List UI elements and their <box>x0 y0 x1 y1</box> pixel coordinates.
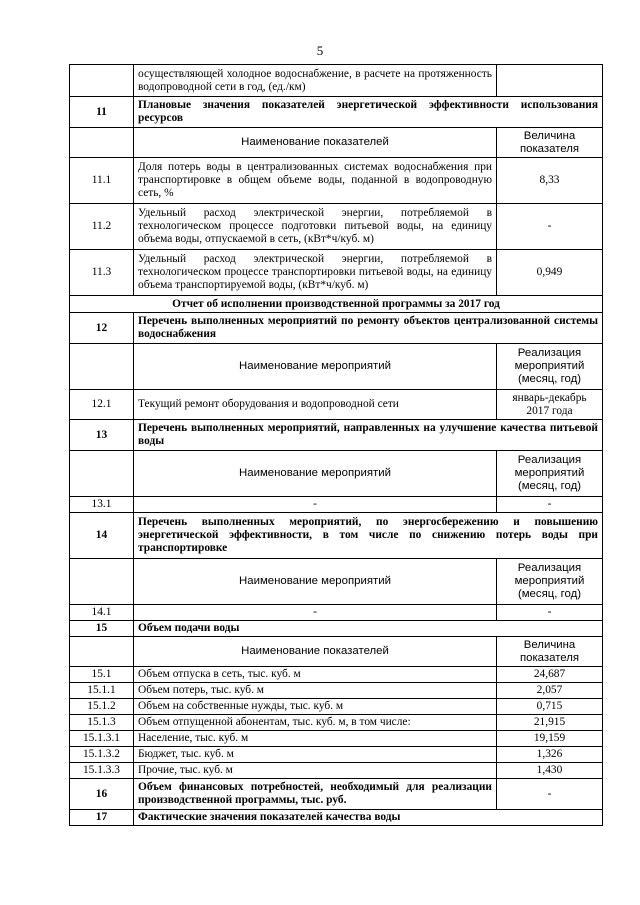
section-17-title: Фактические значения показателей качества воды <box>134 810 603 826</box>
section-12-header-name: Наименование мероприятий <box>134 344 497 390</box>
row-text: - <box>134 605 497 621</box>
table-row <box>70 763 603 779</box>
row-number: 15.1.3.2 <box>70 747 134 763</box>
report-title: Отчет об исполнении производственной программы за 2017 год <box>70 296 603 313</box>
section-12-header-value: Реализация мероприятий (месяц, год) <box>497 344 603 390</box>
row-value: - <box>497 497 603 513</box>
row-text: Бюджет, тыс. куб. м <box>134 747 497 763</box>
section-15-row <box>70 621 603 637</box>
row-number: 11.1 <box>70 158 134 204</box>
program-table-body <box>70 65 603 826</box>
continuation-value-cell <box>497 65 603 97</box>
section-14-header-value: Реализация мероприятий (месяц, год) <box>497 559 603 605</box>
section-13-number: 13 <box>70 420 134 451</box>
row-value: 2,057 <box>497 683 603 699</box>
section-13-header-value: Реализация мероприятий (месяц, год) <box>497 451 603 497</box>
section-13-header-num <box>70 451 134 497</box>
table-row <box>70 250 603 296</box>
continuation-row <box>70 65 603 97</box>
section-11-header-row <box>70 128 603 158</box>
table-row <box>70 715 603 731</box>
section-15-header-name: Наименование показателей <box>134 637 497 667</box>
section-12-row <box>70 313 603 344</box>
section-16-number: 16 <box>70 779 134 810</box>
row-number: 12.1 <box>70 390 134 420</box>
table-row <box>70 497 603 513</box>
section-12-header-num <box>70 344 134 390</box>
row-value: 0,715 <box>497 699 603 715</box>
row-text: Объем потерь, тыс. куб. м <box>134 683 497 699</box>
row-number: 15.1.3.1 <box>70 731 134 747</box>
row-value: 8,33 <box>497 158 603 204</box>
section-17-number: 17 <box>70 810 134 826</box>
program-table <box>69 64 603 826</box>
table-row <box>70 605 603 621</box>
section-11-header-num <box>70 128 134 158</box>
section-16-row <box>70 779 603 810</box>
row-text: Объем на собственные нужды, тыс. куб. м <box>134 699 497 715</box>
row-value: 1,430 <box>497 763 603 779</box>
section-16-title: Объем финансовых потребностей, необходимый для реализации производственной программы, тыс. руб. <box>134 779 497 810</box>
section-13-title: Перечень выполненных мероприятий, направленных на улучшение качества питьевой воды <box>134 420 603 451</box>
table-row <box>70 699 603 715</box>
continuation-num-cell <box>70 65 134 97</box>
section-16-value: - <box>497 779 603 810</box>
section-11-header-value: Величина показателя <box>497 128 603 158</box>
continuation-text: осуществляющей холодное водоснабжение, в расчете на протяженность водопроводной сети в год, (ед./км) <box>134 65 497 97</box>
section-12-header-row <box>70 344 603 390</box>
section-13-row <box>70 420 603 451</box>
row-number: 15.1 <box>70 667 134 683</box>
row-value: 24,687 <box>497 667 603 683</box>
section-11-title: Плановые значения показателей энергетической эффективности использования ресурсов <box>134 97 603 128</box>
section-15-number: 15 <box>70 621 134 637</box>
section-14-header-num <box>70 559 134 605</box>
section-15-header-row <box>70 637 603 667</box>
table-row <box>70 204 603 250</box>
row-number: 11.3 <box>70 250 134 296</box>
row-value: 0,949 <box>497 250 603 296</box>
section-11-number: 11 <box>70 97 134 128</box>
section-15-header-value: Величина показателя <box>497 637 603 667</box>
row-value: 19,159 <box>497 731 603 747</box>
row-number: 15.1.2 <box>70 699 134 715</box>
row-text: Удельный расход электрической энергии, потребляемой в технологическом процессе подготовки питьевой воды, на единицу объема воды, отпускаемой в сеть, (кВт*ч/куб. м) <box>134 204 497 250</box>
row-value: 21,915 <box>497 715 603 731</box>
row-text: Доля потерь воды в централизованных системах водоснабжения при транспортировке в общем объеме воды, поданной в водопроводную сеть, % <box>134 158 497 204</box>
row-text: Население, тыс. куб. м <box>134 731 497 747</box>
section-11-header-name: Наименование показателей <box>134 128 497 158</box>
section-12-title: Перечень выполненных мероприятий по ремонту объектов централизованной системы водоснабжения <box>134 313 603 344</box>
table-row <box>70 158 603 204</box>
section-15-title: Объем подачи воды <box>134 621 603 637</box>
row-value: - <box>497 204 603 250</box>
table-row <box>70 747 603 763</box>
row-text: Прочие, тыс. куб. м <box>134 763 497 779</box>
row-number: 11.2 <box>70 204 134 250</box>
row-text: Объем отпущенной абонентам, тыс. куб. м, в том числе: <box>134 715 497 731</box>
section-14-header-name: Наименование мероприятий <box>134 559 497 605</box>
section-14-number: 14 <box>70 513 134 559</box>
table-row <box>70 683 603 699</box>
table-row <box>70 390 603 420</box>
section-14-row <box>70 513 603 559</box>
page-number: 5 <box>316 43 324 58</box>
section-12-number: 12 <box>70 313 134 344</box>
row-text: - <box>134 497 497 513</box>
row-number: 14.1 <box>70 605 134 621</box>
row-value: 1,326 <box>497 747 603 763</box>
table-row <box>70 731 603 747</box>
section-17-row <box>70 810 603 826</box>
row-value: январь-декабрь 2017 года <box>497 390 603 420</box>
row-number: 15.1.3 <box>70 715 134 731</box>
section-14-title: Перечень выполненных мероприятий, по энергосбережению и повышению энергетической эффективности, в том числе по снижению потерь воды при транспортировке <box>134 513 603 559</box>
row-text: Текущий ремонт оборудования и водопроводной сети <box>134 390 497 420</box>
row-number: 13.1 <box>70 497 134 513</box>
report-title-row <box>70 296 603 313</box>
section-11-row <box>70 97 603 128</box>
row-number: 15.1.3.3 <box>70 763 134 779</box>
row-text: Объем отпуска в сеть, тыс. куб. м <box>134 667 497 683</box>
section-13-header-row <box>70 451 603 497</box>
row-text: Удельный расход электрической энергии, потребляемой в технологическом процессе транспортировки питьевой воды, на единицу объема транспортируемой воды, (кВт*ч/куб. м) <box>134 250 497 296</box>
section-15-header-num <box>70 637 134 667</box>
section-14-header-row <box>70 559 603 605</box>
row-value: - <box>497 605 603 621</box>
section-13-header-name: Наименование мероприятий <box>134 451 497 497</box>
row-number: 15.1.1 <box>70 683 134 699</box>
table-row <box>70 667 603 683</box>
